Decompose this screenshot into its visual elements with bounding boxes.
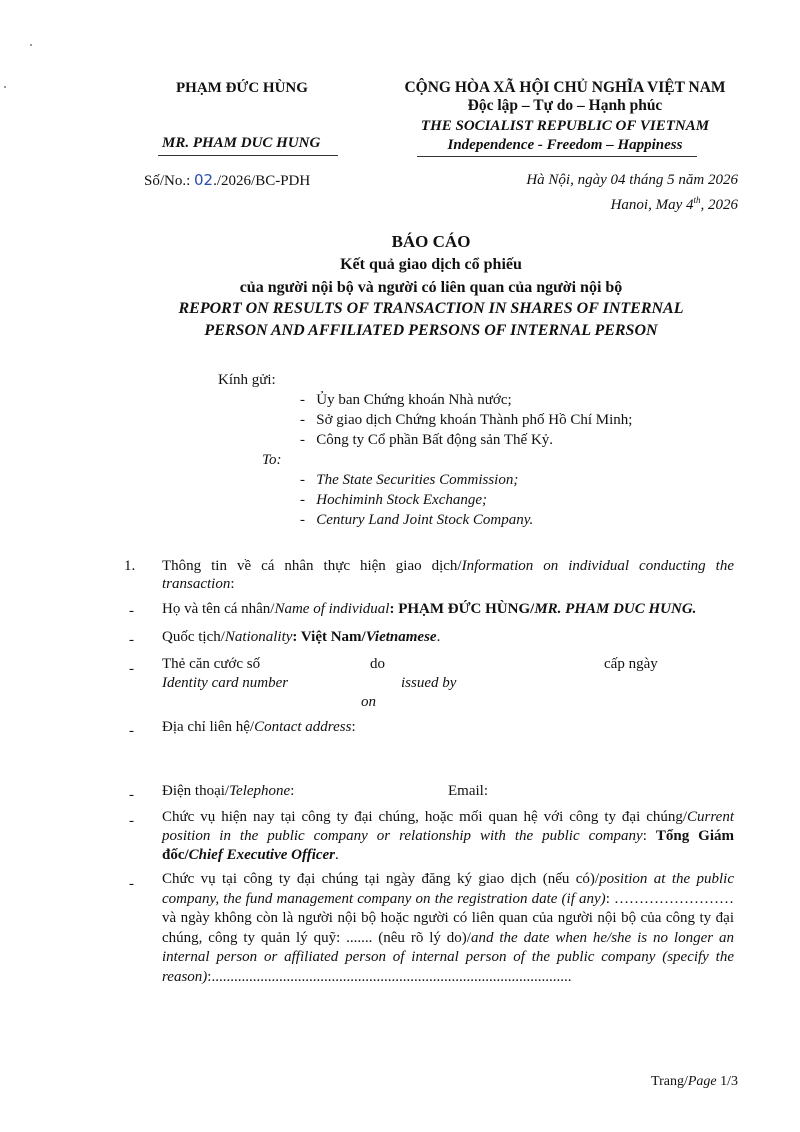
registration-colon: : (605, 890, 610, 907)
page-number-value: 1/3 (716, 1074, 738, 1089)
date-en (611, 191, 738, 214)
nationality-value-vn: : Việt Nam/ (292, 629, 366, 645)
recipient-en-1: - The State Securities Commission; (300, 472, 519, 488)
motto-underline (417, 156, 697, 157)
recipient-vn-1: - Ủy ban Chứng khoán Nhà nước; (300, 392, 512, 408)
name-label-en: Name of individual (274, 601, 390, 617)
nationality-value-en: Vietnamese (365, 629, 437, 645)
field-name (162, 600, 696, 618)
registration-text-en: and the date when he/she is no longer an internal person or affiliated person of internal person of the public company (specify the reason) (162, 929, 734, 985)
email-label: Email: (448, 783, 488, 799)
date-vn: Hà Nội, ngày 04 tháng 5 năm 2026 (526, 172, 738, 188)
report-subtitle-vn-1: Kết quả giao dịch cổ phiếu (340, 256, 522, 273)
recipient-vn-3: - Công ty Cổ phần Bất động sản Thế Kỷ. (300, 432, 554, 448)
position-end: . (335, 847, 339, 863)
telephone-label-en: Telephone (229, 783, 291, 799)
nationality-end: . (436, 629, 441, 645)
id-issue-date-label: cấp ngày (604, 656, 658, 672)
document-number-handwritten: 02 (194, 171, 214, 189)
id-on-label: on (361, 694, 376, 710)
telephone-label-vn: Điện thoại/ (162, 783, 230, 799)
recipients-label-vn: Kính gửi: (218, 372, 276, 388)
id-issued-by-label: issued by (401, 675, 457, 691)
scan-speck (4, 86, 6, 88)
section-number: 1. (124, 558, 136, 574)
section-heading-en: Information on individual conducting the transaction (162, 558, 734, 592)
page-label-en: Page (687, 1074, 717, 1089)
recipient-vn-1-text: Ủy ban Chứng khoán Nhà nước; (316, 392, 512, 408)
address-end: : (351, 719, 356, 735)
nationality-label-en: Nationality (224, 629, 293, 645)
country-name-en: THE SOCIALIST REPUBLIC OF VIETNAM (420, 118, 710, 134)
registration-text-vn: và ngày không còn là người nội bộ hoặc người có liên quan của người nội bộ của công ty đại chúng, công ty quản lý quỹ: ....... (nêu rõ lý do)/ (162, 910, 734, 946)
section-heading (162, 557, 734, 593)
id-label-vn: Thẻ căn cước số (162, 656, 261, 672)
bullet-dash: - (129, 603, 134, 619)
bullet-dash: - (129, 787, 134, 803)
sender-name-en: MR. PHAM DUC HUNG (162, 135, 321, 151)
bullet-dash: - (129, 876, 134, 892)
bullet-dash: - (129, 813, 134, 829)
report-title-en-2: PERSON AND AFFILIATED PERSONS OF INTERNAL PERSON (204, 322, 658, 339)
country-name-vn: CỘNG HÒA XÃ HỘI CHỦ NGHĨA VIỆT NAM (404, 79, 726, 96)
report-title-vn: BÁO CÁO (391, 232, 471, 251)
date-en-sup: th (693, 195, 701, 205)
field-address (162, 718, 356, 736)
recipient-en-1-text: The State Securities Commission; (316, 472, 519, 488)
id-label-en: Identity card number (162, 675, 289, 691)
telephone-end: : (290, 783, 295, 799)
position-label-en: Current position in the public company or relationship with the public company (162, 809, 734, 844)
recipient-en-2-text: Hochiminh Stock Exchange; (316, 492, 488, 508)
position-label-vn: Chức vụ hiện nay tại công ty đại chúng, hoặc mối quan hệ với công ty đại chúng/ (162, 809, 688, 825)
sender-name-vn: PHẠM ĐỨC HÙNG (176, 80, 308, 96)
name-label-vn: Họ và tên cá nhân/ (162, 601, 275, 617)
name-value: : PHẠM ĐỨC HÙNG/ (389, 601, 535, 617)
page-number (651, 1073, 738, 1091)
registration-end: :................................................................................................ (207, 968, 572, 985)
document-number-label: Số/No.: (144, 173, 191, 189)
page-label-vn: Trang/ (651, 1074, 688, 1089)
position-value-en: Chief Executive Officer (188, 847, 336, 863)
motto-vn: Độc lập – Tự do – Hạnh phúc (467, 97, 663, 114)
recipient-vn-2: - Sở giao dịch Chứng khoán Thành phố Hồ Chí Minh; (300, 412, 633, 428)
document-number-suffix: ./2026/BC-PDH (213, 173, 311, 189)
scan-speck (30, 44, 32, 46)
bullet-dash: - (129, 661, 134, 677)
section-heading-end: : (230, 576, 235, 592)
recipient-en-2: - Hochiminh Stock Exchange; (300, 492, 488, 508)
recipient-vn-3-text: Công ty Cổ phần Bất động sản Thế Kỷ. (316, 432, 554, 448)
position-colon: : (642, 828, 656, 844)
registration-label-en: position at the public company, the fund management company on the registration date (if any) (162, 871, 735, 907)
motto-en: Independence - Freedom – Happiness (447, 137, 683, 153)
sender-underline (158, 155, 338, 156)
recipient-en-3-text: Century Land Joint Stock Company. (316, 512, 534, 528)
report-title-en-1: REPORT ON RESULTS OF TRANSACTION IN SHARES OF INTERNAL (178, 300, 684, 317)
recipient-vn-2-text: Sở giao dịch Chứng khoán Thành phố Hồ Chí Minh; (316, 412, 633, 428)
bullet-dash: - (129, 723, 134, 739)
field-registration-position (162, 870, 734, 987)
date-en-prefix: Hanoi, May 4 (610, 197, 694, 213)
section-heading-vn: Thông tin về cá nhân thực hiện giao dịch/ (162, 558, 462, 574)
registration-label-vn: Chức vụ tại công ty đại chúng tại ngày đăng ký giao dịch (nếu có)/ (162, 871, 600, 887)
field-nationality (162, 628, 440, 646)
name-value-en: MR. PHAM DUC HUNG. (534, 601, 697, 617)
id-do-label: do (370, 656, 385, 672)
recipients-label-en: To: (262, 452, 282, 468)
report-subtitle-vn-2: của người nội bộ và người có liên quan của người nội bộ (239, 279, 623, 296)
date-en-suffix: , 2026 (700, 197, 738, 213)
nationality-label-vn: Quốc tịch/ (162, 629, 225, 645)
bullet-dash: - (129, 632, 134, 648)
document-number (144, 171, 310, 190)
registration-dots: …………………… (614, 890, 734, 907)
field-telephone (162, 782, 294, 800)
field-current-position (162, 808, 734, 865)
address-label-vn: Địa chỉ liên hệ/ (162, 719, 255, 735)
recipient-en-3: - Century Land Joint Stock Company. (300, 512, 534, 528)
position-value-vn: Tổng Giám đốc/ (162, 828, 735, 863)
address-label-en: Contact address (254, 719, 352, 735)
